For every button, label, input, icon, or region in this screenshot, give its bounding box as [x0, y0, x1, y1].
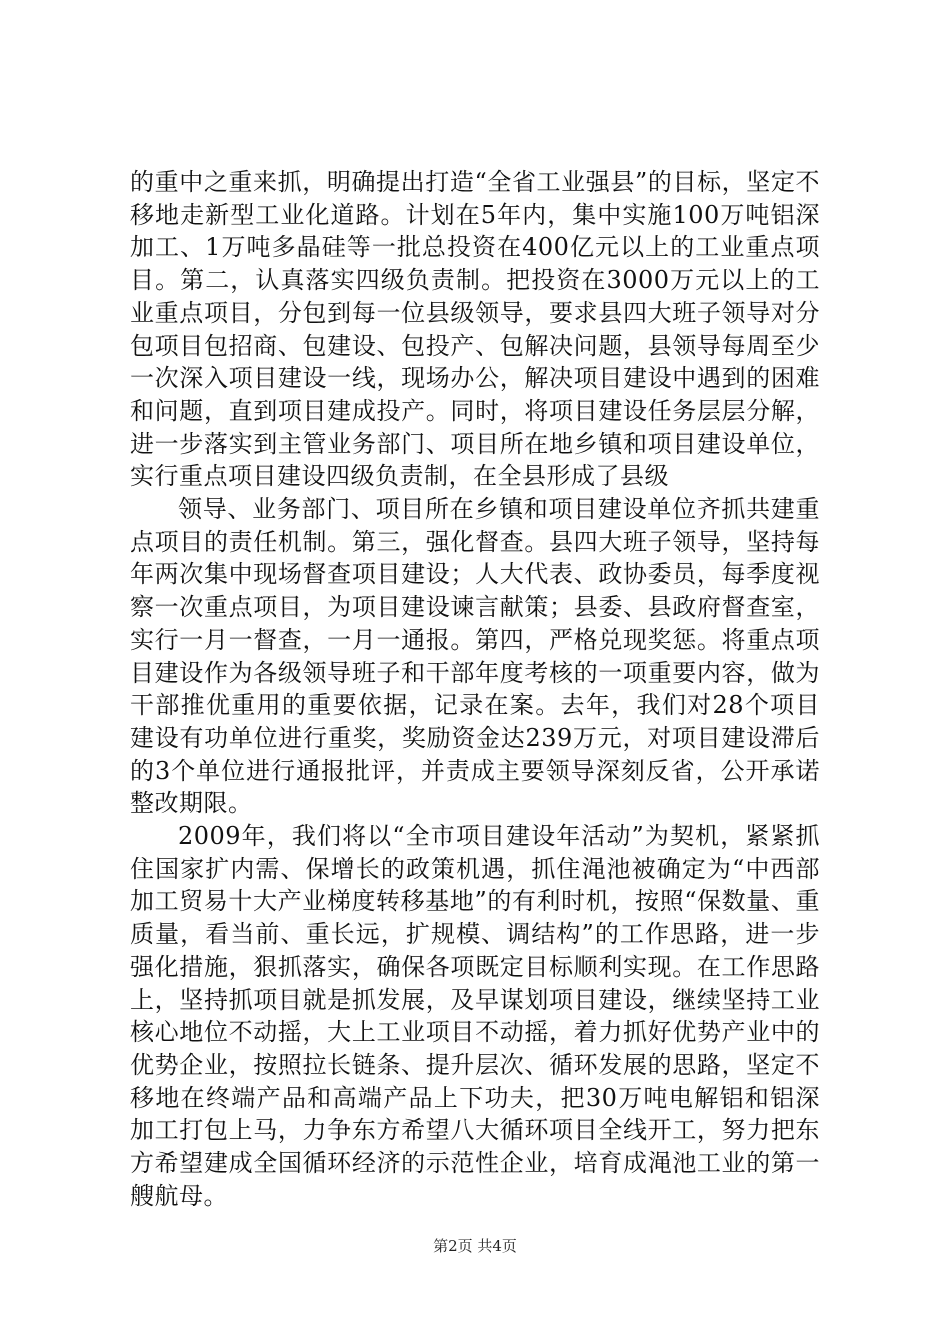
paragraph-2: 领导、业务部门、项目所在乡镇和项目建设单位齐抓共建重点项目的责任机制。第三，强化督查。县四大班子领导，坚持每年两次集中现场督查项目建设；人大代表、政协委员，每季度视察一次重点项目，为项目建设谏言献策；县委、县政府督查室，实行一月一督查，一月一通报。第四，严格兑现奖惩。将重点项目建设作为各级领导班子和干部年度考核的一项重要内容，做为干部推优重用的重要依据，记录在案。去年，我们对28个项目建设有功单位进行重奖，奖励资金达239万元，对项目建设滞后的3个单位进行通报批评，并责成主要领导深刻反省，公开承诺整改期限。 [130, 495, 820, 818]
page-footer: 第2页 共4页 [433, 1237, 517, 1255]
paragraph-1: 的重中之重来抓，明确提出打造“全省工业强县”的目标，坚定不移地走新型工业化道路。计划在5年内，集中实施100万吨铝深加工、1万吨多晶硅等一批总投资在400亿元以上的工业重点项目。第二，认真落实四级负责制。把投资在3000万元以上的工业重点项目，分包到每一位县级领导，要求县四大班子领导对分包项目包招商、包建设、包投产、包解决问题，县领导每周至少一次深入项目建设一线，现场办公，解决项目建设中遇到的困难和问题，直到项目建成投产。同时，将项目建设任务层层分解，进一步落实到主管业务部门、项目所在地乡镇和项目建设单位，实行重点项目建设四级负责制，在全县形成了县级 [130, 168, 820, 491]
document-body [130, 166, 820, 1213]
paragraph-3: 2009年，我们将以“全市项目建设年活动”为契机，紧紧抓住国家扩内需、保增长的政策机遇，抓住渑池被确定为“中西部加工贸易十大产业梯度转移基地”的有利时机，按照“保数量、重质量，看当前、重长远，扩规模、调结构”的工作思路，进一步强化措施，狠抓落实，确保各项既定目标顺利实现。在工作思路上，坚持抓项目就是抓发展，及早谋划项目建设，继续坚持工业核心地位不动摇，大上工业项目不动摇，着力抓好优势产业中的优势企业，按照拉长链条、提升层次、循环发展的思路，坚定不移地在终端产品和高端产品上下功夫，把30万吨电解铝和铝深加工打包上马，力争东方希望八大循环项目全线开工，努力把东方希望建成全国循环经济的示范性企业，培育成渑池工业的第一艘航母。 [130, 822, 820, 1210]
